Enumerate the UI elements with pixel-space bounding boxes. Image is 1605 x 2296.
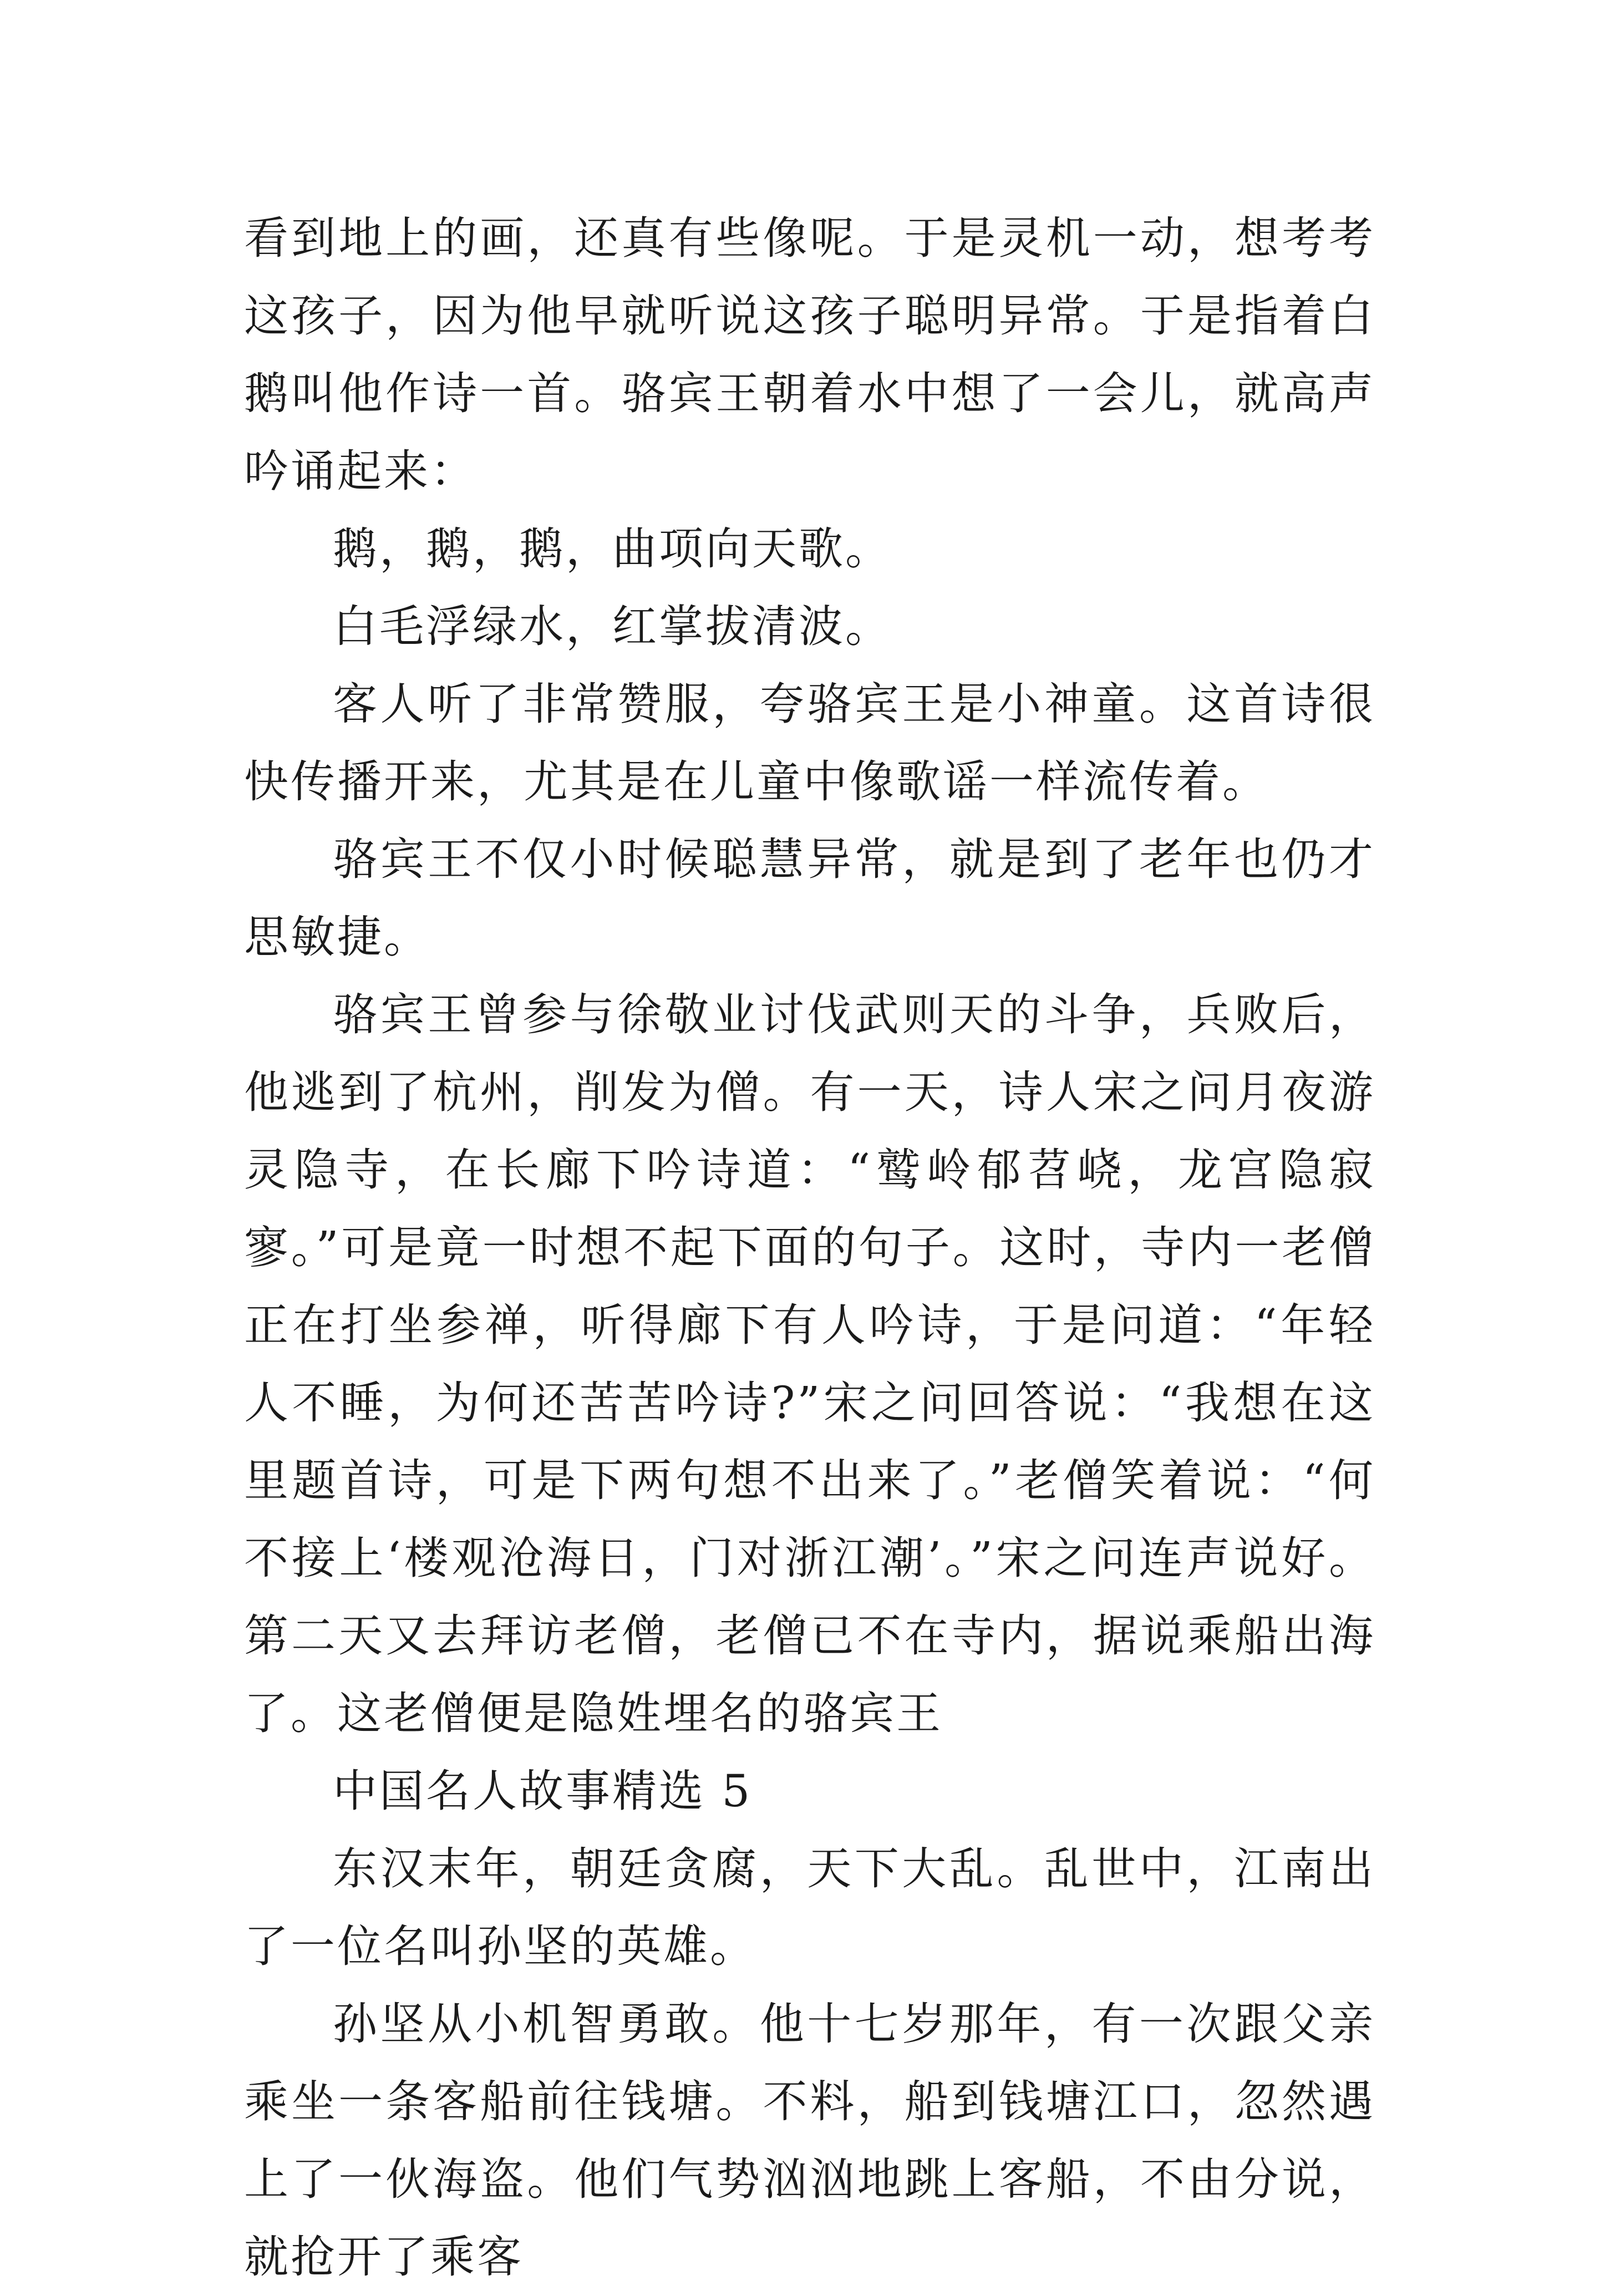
paragraph-9: 孙坚从小机智勇敢。他十七岁那年，有一次跟父亲乘坐一条客船前往钱塘。不料，船到钱塘江口，忽然遇上了一伙海盗。他们气势汹汹地跳上客船，不由分说，就抢开了乘客 — [244, 1998, 1375, 2283]
paragraph-5: 骆宾王不仅小时候聪慧异常，就是到了老年也仍才思敏捷。 — [244, 834, 1375, 963]
paragraph-1: 看到地上的画，还真有些像呢。于是灵机一动，想考考这孩子，因为他早就听说这孩子聪明异常。于是指着白鹅叫他作诗一首。骆宾王朝着水中想了一会儿，就高声吟诵起来： — [244, 212, 1375, 497]
document-body — [244, 200, 1375, 2296]
poem-line-1: 鹅，鹅，鹅，曲项向天歌。 — [333, 523, 892, 575]
poem-line-2: 白毛浮绿水，红掌拔清波。 — [333, 601, 892, 652]
paragraph-4: 客人听了非常赞服，夸骆宾王是小神童。这首诗很快传播开来，尤其是在儿童中像歌谣一样流传着。 — [244, 678, 1375, 807]
paragraph-8: 东汉末年，朝廷贪腐，天下大乱。乱世中，江南出了一位名叫孙坚的英雄。 — [244, 1843, 1375, 1972]
paragraph-6: 骆宾王曾参与徐敬业讨伐武则天的斗争，兵败后，他逃到了杭州，削发为僧。有一天，诗人宋之问月夜游灵隐寺，在长廊下吟诗道：“鹫岭郁苕峣，龙宫隐寂寥。”可是竟一时想不起下面的句子。这时，寺内一老僧正在打坐参禅，听得廊下有人吟诗，于是问道：“年轻人不睡，为何还苦苦吟诗?”宋之问回答说：“我想在这里题首诗，可是下两句想不出来了。”老僧笑着说：“何不接上‘楼观沧海日，门对浙江潮’。”宋之问连声说好。第二天又去拜访老僧，老僧已不在寺内，据说乘船出海了。这老僧便是隐姓埋名的骆宾王 — [244, 989, 1375, 1739]
section-heading: 中国名人故事精选 5 — [333, 1765, 753, 1817]
